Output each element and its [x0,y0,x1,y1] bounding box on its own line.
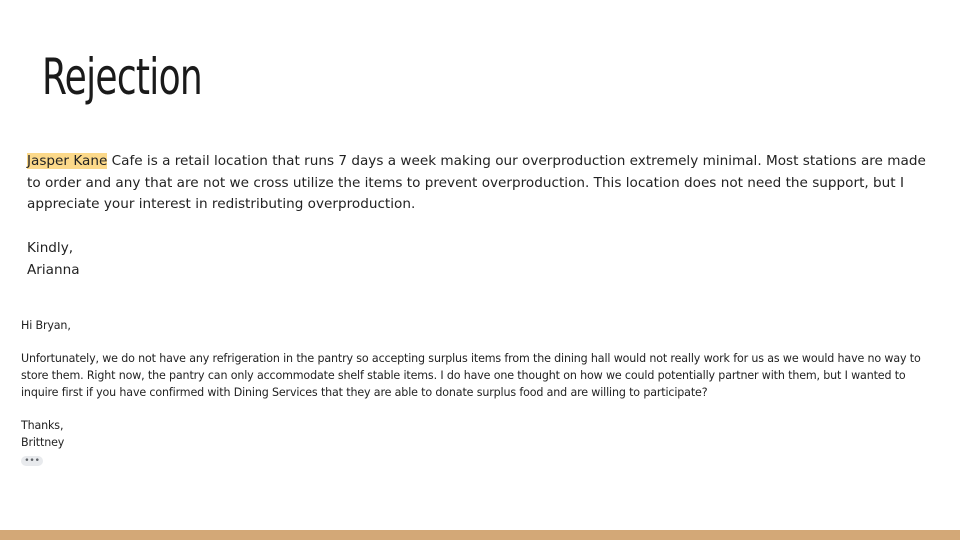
email-arianna-closing: Kindly, [27,240,74,257]
email-brittney-signature: Brittney [21,436,65,449]
paragraph-gap [27,216,937,238]
email-arianna-signature: Arianna [27,261,80,278]
highlighted-name: Jasper Kane [27,153,108,169]
slide-title: Rejection [42,48,202,106]
email-brittney-greeting: Hi Bryan, [21,319,71,332]
email-brittney-body: Unfortunately, we do not have any refrigeration in the pantry so accepting surplus items from the dining hall would not really work for us as we would have no way to store them. Right now, the pantry can only accommodate shelf stable items. I do have one thought on how we could potentially partner with them, but I wanted to inquire first if you have confirmed with Dining Services that they are able to donate surplus food and are willing to participate? [21,352,921,399]
bottom-accent-bar [0,530,960,540]
paragraph-gap [21,334,946,350]
email-arianna-body [27,151,937,216]
email-brittney [21,317,946,468]
show-trimmed-content-button[interactable]: ••• [21,456,43,466]
email-arianna [27,151,937,282]
email-brittney-closing: Thanks, [21,419,64,432]
email-arianna-body-text: Cafe is a retail location that runs 7 days a week making our overproduction extremely minimal. Most stations are made to order and any that are not we cross utilize the items to prevent overproduction. This location does not need the support, but I appreciate your interest in redistributing overproduction. [27,153,926,213]
paragraph-gap [21,401,946,417]
